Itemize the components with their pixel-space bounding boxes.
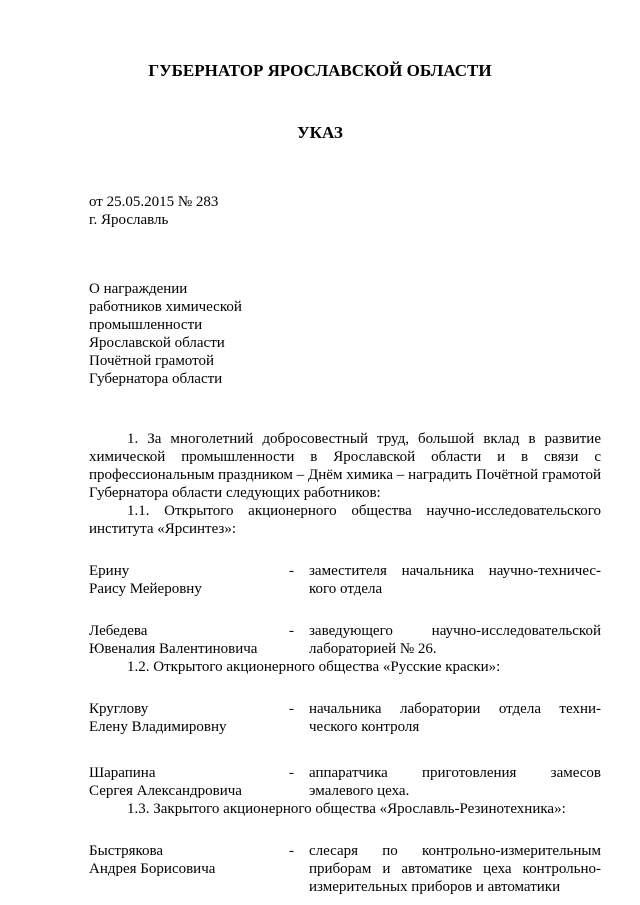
- subject-line: работников химической: [89, 299, 242, 315]
- awardee-surname: Ерину: [89, 563, 130, 579]
- dash-separator: -: [289, 765, 294, 781]
- section-heading: 1.3. Закрытого акционерного общества «Ярославль-Резинотехника»:: [127, 801, 566, 817]
- dash-separator: -: [289, 563, 294, 579]
- awardee: [89, 842, 289, 878]
- awardee-name: Елену Владимировну: [89, 719, 227, 735]
- section-heading: 1.2. Открытого акционерного общества «Русские краски»:: [127, 659, 501, 675]
- subject-line: О награждении: [89, 281, 188, 297]
- dash-separator: -: [289, 623, 294, 639]
- awardee-surname: Шарапина: [89, 765, 156, 781]
- award-entry: [89, 700, 601, 736]
- awardee-position: аппаратчика приготовления замесов эмалевого цеха.: [309, 765, 601, 799]
- awardee-position: слесаря по контрольно-измерительным приборам и автоматике цеха контрольно-измерительных приборов и автоматики: [309, 843, 601, 895]
- awardee: [89, 562, 289, 598]
- section-heading: 1.1. Открытого акционерного общества научно-исследовательского института «Ярсинтез»:: [89, 503, 601, 537]
- award-entry: [89, 764, 601, 800]
- awardee-name: Ювеналия Валентиновича: [89, 641, 258, 657]
- award-entry: [89, 562, 601, 598]
- awardee-name: Раису Мейеровну: [89, 581, 202, 597]
- subject-line: Губернатора области: [89, 371, 223, 387]
- subject-line: Почётной грамотой: [89, 353, 214, 369]
- document-type: УКАЗ: [297, 123, 343, 142]
- awardee-surname: Лебедева: [89, 623, 148, 639]
- city: г. Ярославль: [89, 212, 169, 228]
- page-title: ГУБЕРНАТОР ЯРОСЛАВСКОЙ ОБЛАСТИ: [148, 61, 492, 80]
- award-entry: [89, 842, 601, 896]
- document-meta: [89, 193, 218, 229]
- award-entry: [89, 622, 601, 658]
- intro-paragraph: 1. За многолетний добросовестный труд, большой вклад в развитие химической промышленности в Ярославской области и в связи с профессиональным праздником – Днём химика – наградить Почётной грамотой Губернатора области следующих работников:: [89, 431, 601, 501]
- awardee: [89, 700, 289, 736]
- document-body: [89, 430, 601, 896]
- awardee: [89, 764, 289, 800]
- dash-separator: -: [289, 701, 294, 717]
- awardee-surname: Быстрякова: [89, 843, 164, 859]
- awardee-surname: Круглову: [89, 701, 149, 717]
- date-number: от 25.05.2015 № 283: [89, 194, 219, 210]
- subject-line: Ярославской области: [89, 335, 225, 351]
- awardee-position: заведующего научно-исследовательской лабораторией № 26.: [309, 623, 601, 657]
- awardee: [89, 622, 289, 658]
- awardee-name: Андрея Борисовича: [89, 861, 216, 877]
- subject-line: промышленности: [89, 317, 203, 333]
- awardee-position: начальника лаборатории отдела техни-ческого контроля: [309, 701, 601, 735]
- awardee-position: заместителя начальника научно-техничес-кого отдела: [309, 563, 601, 597]
- document-subject: [89, 280, 242, 388]
- dash-separator: -: [289, 843, 294, 859]
- awardee-name: Сергея Александровича: [89, 783, 242, 799]
